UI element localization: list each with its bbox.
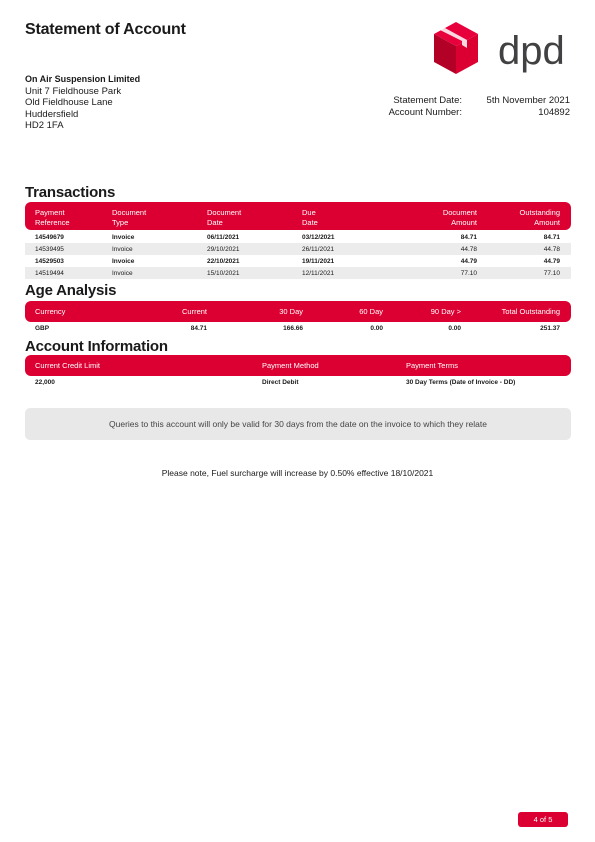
col-60-day: 60 Day <box>359 307 383 316</box>
account-number-value: 104892 <box>538 106 570 118</box>
col-payment-reference: Payment Reference <box>35 208 70 227</box>
row-amount: 84.71 <box>460 234 477 241</box>
account-information-header-bar <box>25 355 571 376</box>
row-outstanding: 84.71 <box>543 234 560 241</box>
row-outstanding: 77.10 <box>543 270 560 277</box>
col-total-outstanding: Total Outstanding <box>501 307 560 316</box>
address-line-2: Old Fieldhouse Lane <box>25 97 113 108</box>
queries-notice: Queries to this account will only be valid for 30 days from the date on the invoice to which they relate <box>25 408 571 440</box>
row-reference: 14519494 <box>35 270 64 277</box>
row-due: 26/11/2021 <box>302 246 335 253</box>
age-90-day: 0.00 <box>448 325 461 332</box>
col-payment-terms: Payment Terms <box>406 361 458 370</box>
age-analysis-row <box>25 322 571 334</box>
col-90-day: 90 Day > <box>430 307 461 316</box>
row-date: 15/10/2021 <box>207 270 240 277</box>
row-type: Invoice <box>112 234 135 241</box>
col-current: Current <box>181 307 207 316</box>
address-postcode: HD2 1FA <box>25 120 64 131</box>
age-60-day: 0.00 <box>370 325 383 332</box>
row-amount: 44.79 <box>460 258 477 265</box>
row-amount: 77.10 <box>460 270 477 277</box>
row-due: 12/11/2021 <box>302 270 335 277</box>
account-number-label: Account Number: <box>388 106 462 118</box>
table-row <box>25 231 571 243</box>
dpd-logo <box>432 20 572 76</box>
dpd-cube-icon <box>434 22 478 74</box>
account-information-heading: Account Information <box>25 338 168 355</box>
page-title: Statement of Account <box>25 21 186 38</box>
dpd-wordmark: dpd <box>498 29 565 73</box>
company-name: On Air Suspension Limited <box>25 74 141 84</box>
statement-date-label: Statement Date: <box>393 95 462 106</box>
row-outstanding: 44.79 <box>543 258 560 265</box>
col-outstanding-amount: Outstanding Amount <box>519 208 560 227</box>
address-line-1: Unit 7 Fieldhouse Park <box>25 85 122 97</box>
row-type: Invoice <box>112 270 133 277</box>
statement-date-value: 5th November 2021 <box>486 95 570 106</box>
age-current: 84.71 <box>190 325 207 332</box>
age-total: 251.37 <box>540 325 560 332</box>
credit-limit-value: 22,000 <box>35 379 55 386</box>
col-document-type: Document Type <box>112 208 147 227</box>
customer-address <box>25 74 140 132</box>
row-date: 06/11/2021 <box>207 234 240 241</box>
age-currency: GBP <box>35 325 50 332</box>
row-reference: 14549679 <box>35 234 64 241</box>
age-analysis-header-bar <box>25 301 571 322</box>
col-document-amount: Document Amount <box>442 208 477 227</box>
address-line-3: Huddersfield <box>25 108 79 120</box>
row-reference: 14529503 <box>35 258 64 265</box>
transactions-header-bar <box>25 202 571 230</box>
col-currency: Currency <box>35 307 66 316</box>
col-payment-method: Payment Method <box>262 361 319 370</box>
row-date: 22/10/2021 <box>207 258 240 265</box>
col-30-day: 30 Day <box>279 307 303 316</box>
row-amount: 44.78 <box>460 246 477 253</box>
row-date: 29/10/2021 <box>207 246 240 253</box>
col-credit-limit: Current Credit Limit <box>35 361 101 370</box>
age-30-day: 166.66 <box>283 325 303 332</box>
row-due: 19/11/2021 <box>302 258 335 265</box>
statement-values <box>468 95 570 118</box>
table-row <box>25 255 571 267</box>
row-reference: 14539495 <box>35 246 64 253</box>
col-due-date: Due Date <box>302 208 318 227</box>
table-row <box>25 243 571 255</box>
page-number-badge: 4 of 5 <box>518 812 568 827</box>
transactions-heading: Transactions <box>25 184 116 201</box>
row-type: Invoice <box>112 258 135 265</box>
fuel-surcharge-notice: Please note, Fuel surcharge will increase by 0.50% effective 18/10/2021 <box>161 468 434 478</box>
payment-terms-value: 30 Day Terms (Date of Invoice - DD) <box>406 379 516 386</box>
payment-method-value: Direct Debit <box>262 379 299 386</box>
row-outstanding: 44.78 <box>543 246 560 253</box>
row-due: 03/12/2021 <box>302 234 335 241</box>
col-document-date: Document Date <box>207 208 242 227</box>
account-information-row <box>25 376 571 388</box>
age-analysis-heading: Age Analysis <box>25 282 117 299</box>
statement-labels <box>340 95 462 118</box>
row-type: Invoice <box>112 246 133 253</box>
table-row <box>25 267 571 279</box>
